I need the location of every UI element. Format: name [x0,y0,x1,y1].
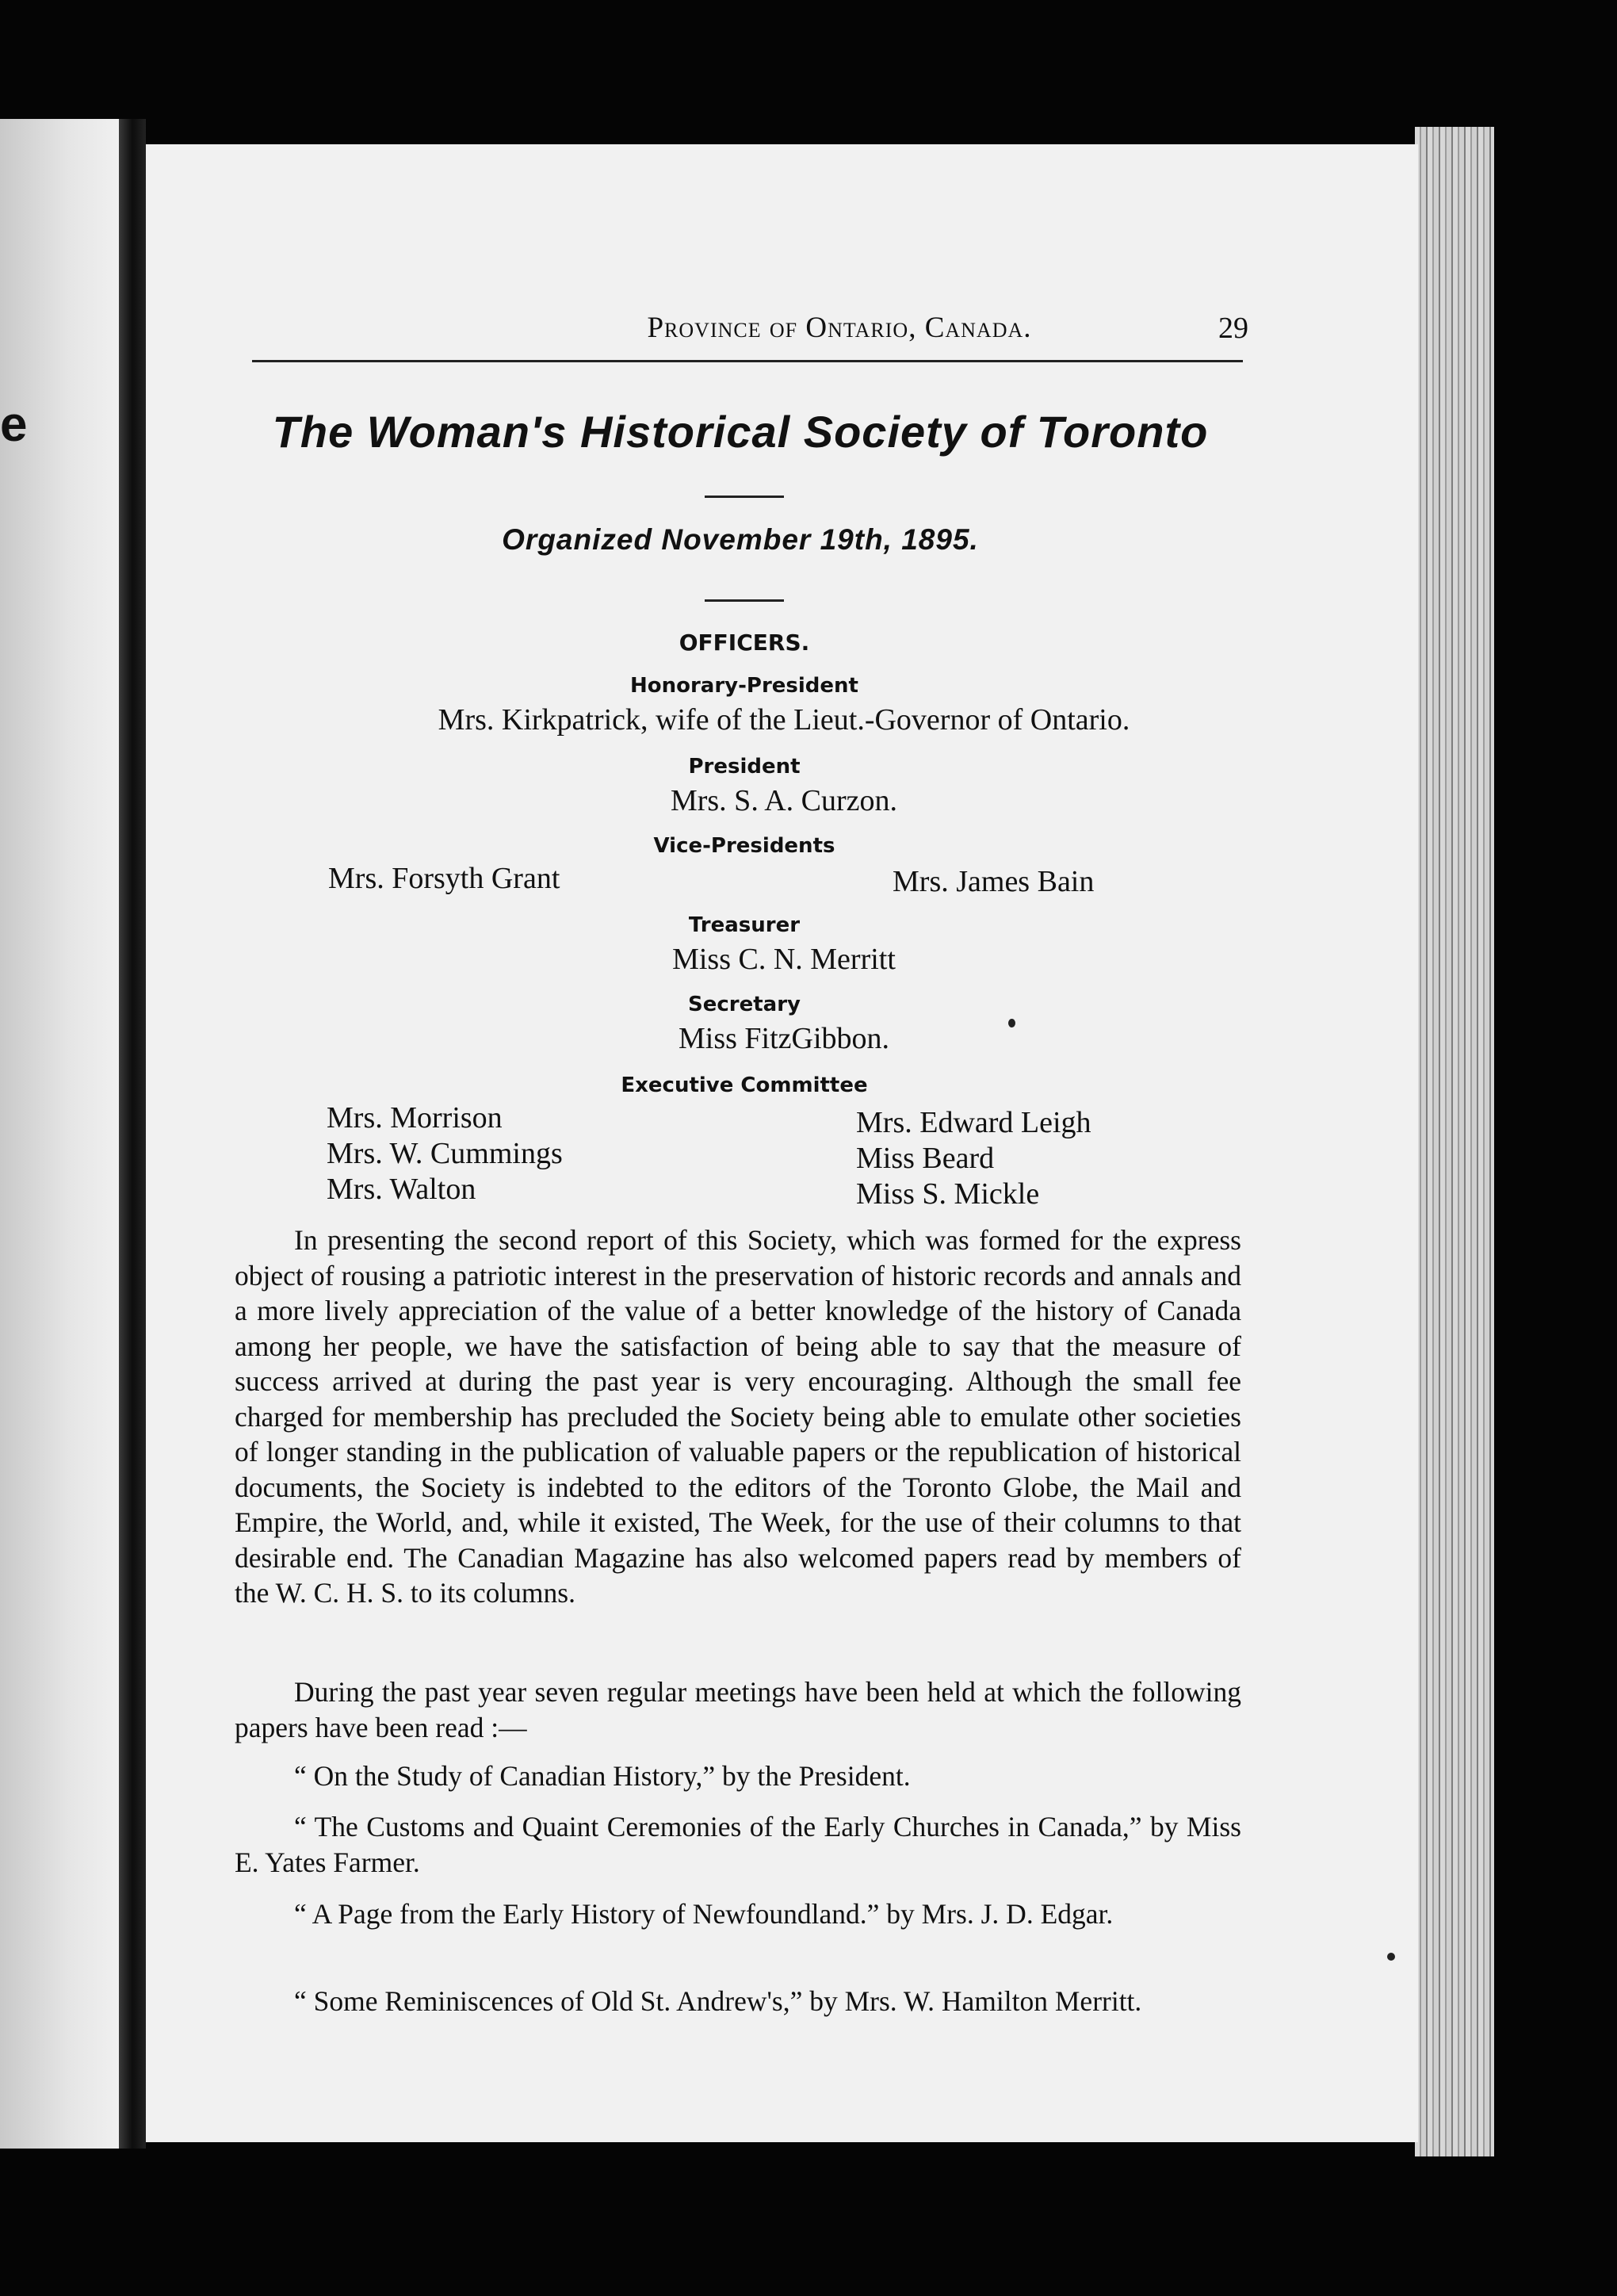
left-page-edge [0,119,119,2149]
meetings-paragraph: During the past year seven regular meetings have been held at which the following papers have been read :— [235,1676,1241,1743]
secretary-name: Miss FitzGibbon. [678,1022,890,1055]
honorary-president-name: Mrs. Kirkpatrick, wife of the Lieut.-Governor of Ontario. [438,703,1130,737]
committee-member-right: Miss Beard [856,1142,995,1175]
page-edges [1415,127,1494,2156]
officers-heading: OFFICERS. [679,629,810,656]
president-label: President [688,755,801,779]
left-page-fragment: e [0,397,28,452]
committee-member-left: Mrs. Morrison [327,1101,503,1135]
paper-item: “ A Page from the Early History of Newfoundland.” by Mrs. J. D. Edgar. [294,1898,1114,1930]
ink-spot [1008,1019,1015,1027]
vice-president-right: Mrs. James Bain [893,865,1095,898]
header-rule [252,360,1243,362]
subtitle-rule [705,599,784,602]
paper-item: “ Some Reminiscences of Old St. Andrew's,” by Mrs. W. Hamilton Merritt. [294,1985,1142,2017]
secretary-label: Secretary [688,993,801,1016]
paper-item: “ The Customs and Quaint Ceremonies of the Early Churches in Canada,” by Miss E. Yates Farmer. [235,1811,1241,1878]
vice-president-left: Mrs. Forsyth Grant [328,862,560,895]
running-title: Province of Ontario, Canada. [647,312,1032,344]
honorary-president-label: Honorary-President [629,674,858,698]
committee-member-left: Mrs. Walton [327,1173,476,1206]
book-gutter [119,119,146,2149]
page-title: The Woman's Historical Society of Toronto [272,407,1209,457]
committee-member-right: Miss S. Mickle [856,1177,1040,1211]
intro-paragraph: In presenting the second report of this Society, which was formed for the express object of rousing a patriotic interest in the preservation of historic records and annals and a more lively appreciation of the value of a better knowledge of the history of Canada among her people, we have the satisfaction of being able to say that the measure of success arrived at during the past year is very encouraging. Although the small fee charged for membership has precluded the Society being able to emulate other societies of longer standing in the publication of valuable papers or the republication of historical documents, the Society is indebted to the editors of the Toronto Globe, the Mail and Empire, the World, and, while it existed, The Week, for the use of their columns to that desirable end. The Canadian Magazine has also welcomed papers read by members of the W. C. H. S. to its columns. [235,1224,1241,1609]
paper-item: “ On the Study of Canadian History,” by the President. [294,1760,911,1792]
title-rule [705,496,784,498]
ink-spot [1387,1953,1395,1961]
committee-member-right: Mrs. Edward Leigh [856,1106,1091,1139]
president-name: Mrs. S. A. Curzon. [670,784,898,817]
book-page [146,144,1418,2142]
treasurer-name: Miss C. N. Merritt [672,943,896,976]
executive-committee-label: Executive Committee [621,1073,868,1097]
page-number: 29 [1218,312,1248,345]
treasurer-label: Treasurer [688,913,801,937]
vice-presidents-label: Vice-Presidents [653,834,835,858]
committee-member-left: Mrs. W. Cummings [327,1137,563,1170]
organized-date: Organized November 19th, 1895. [502,523,979,556]
